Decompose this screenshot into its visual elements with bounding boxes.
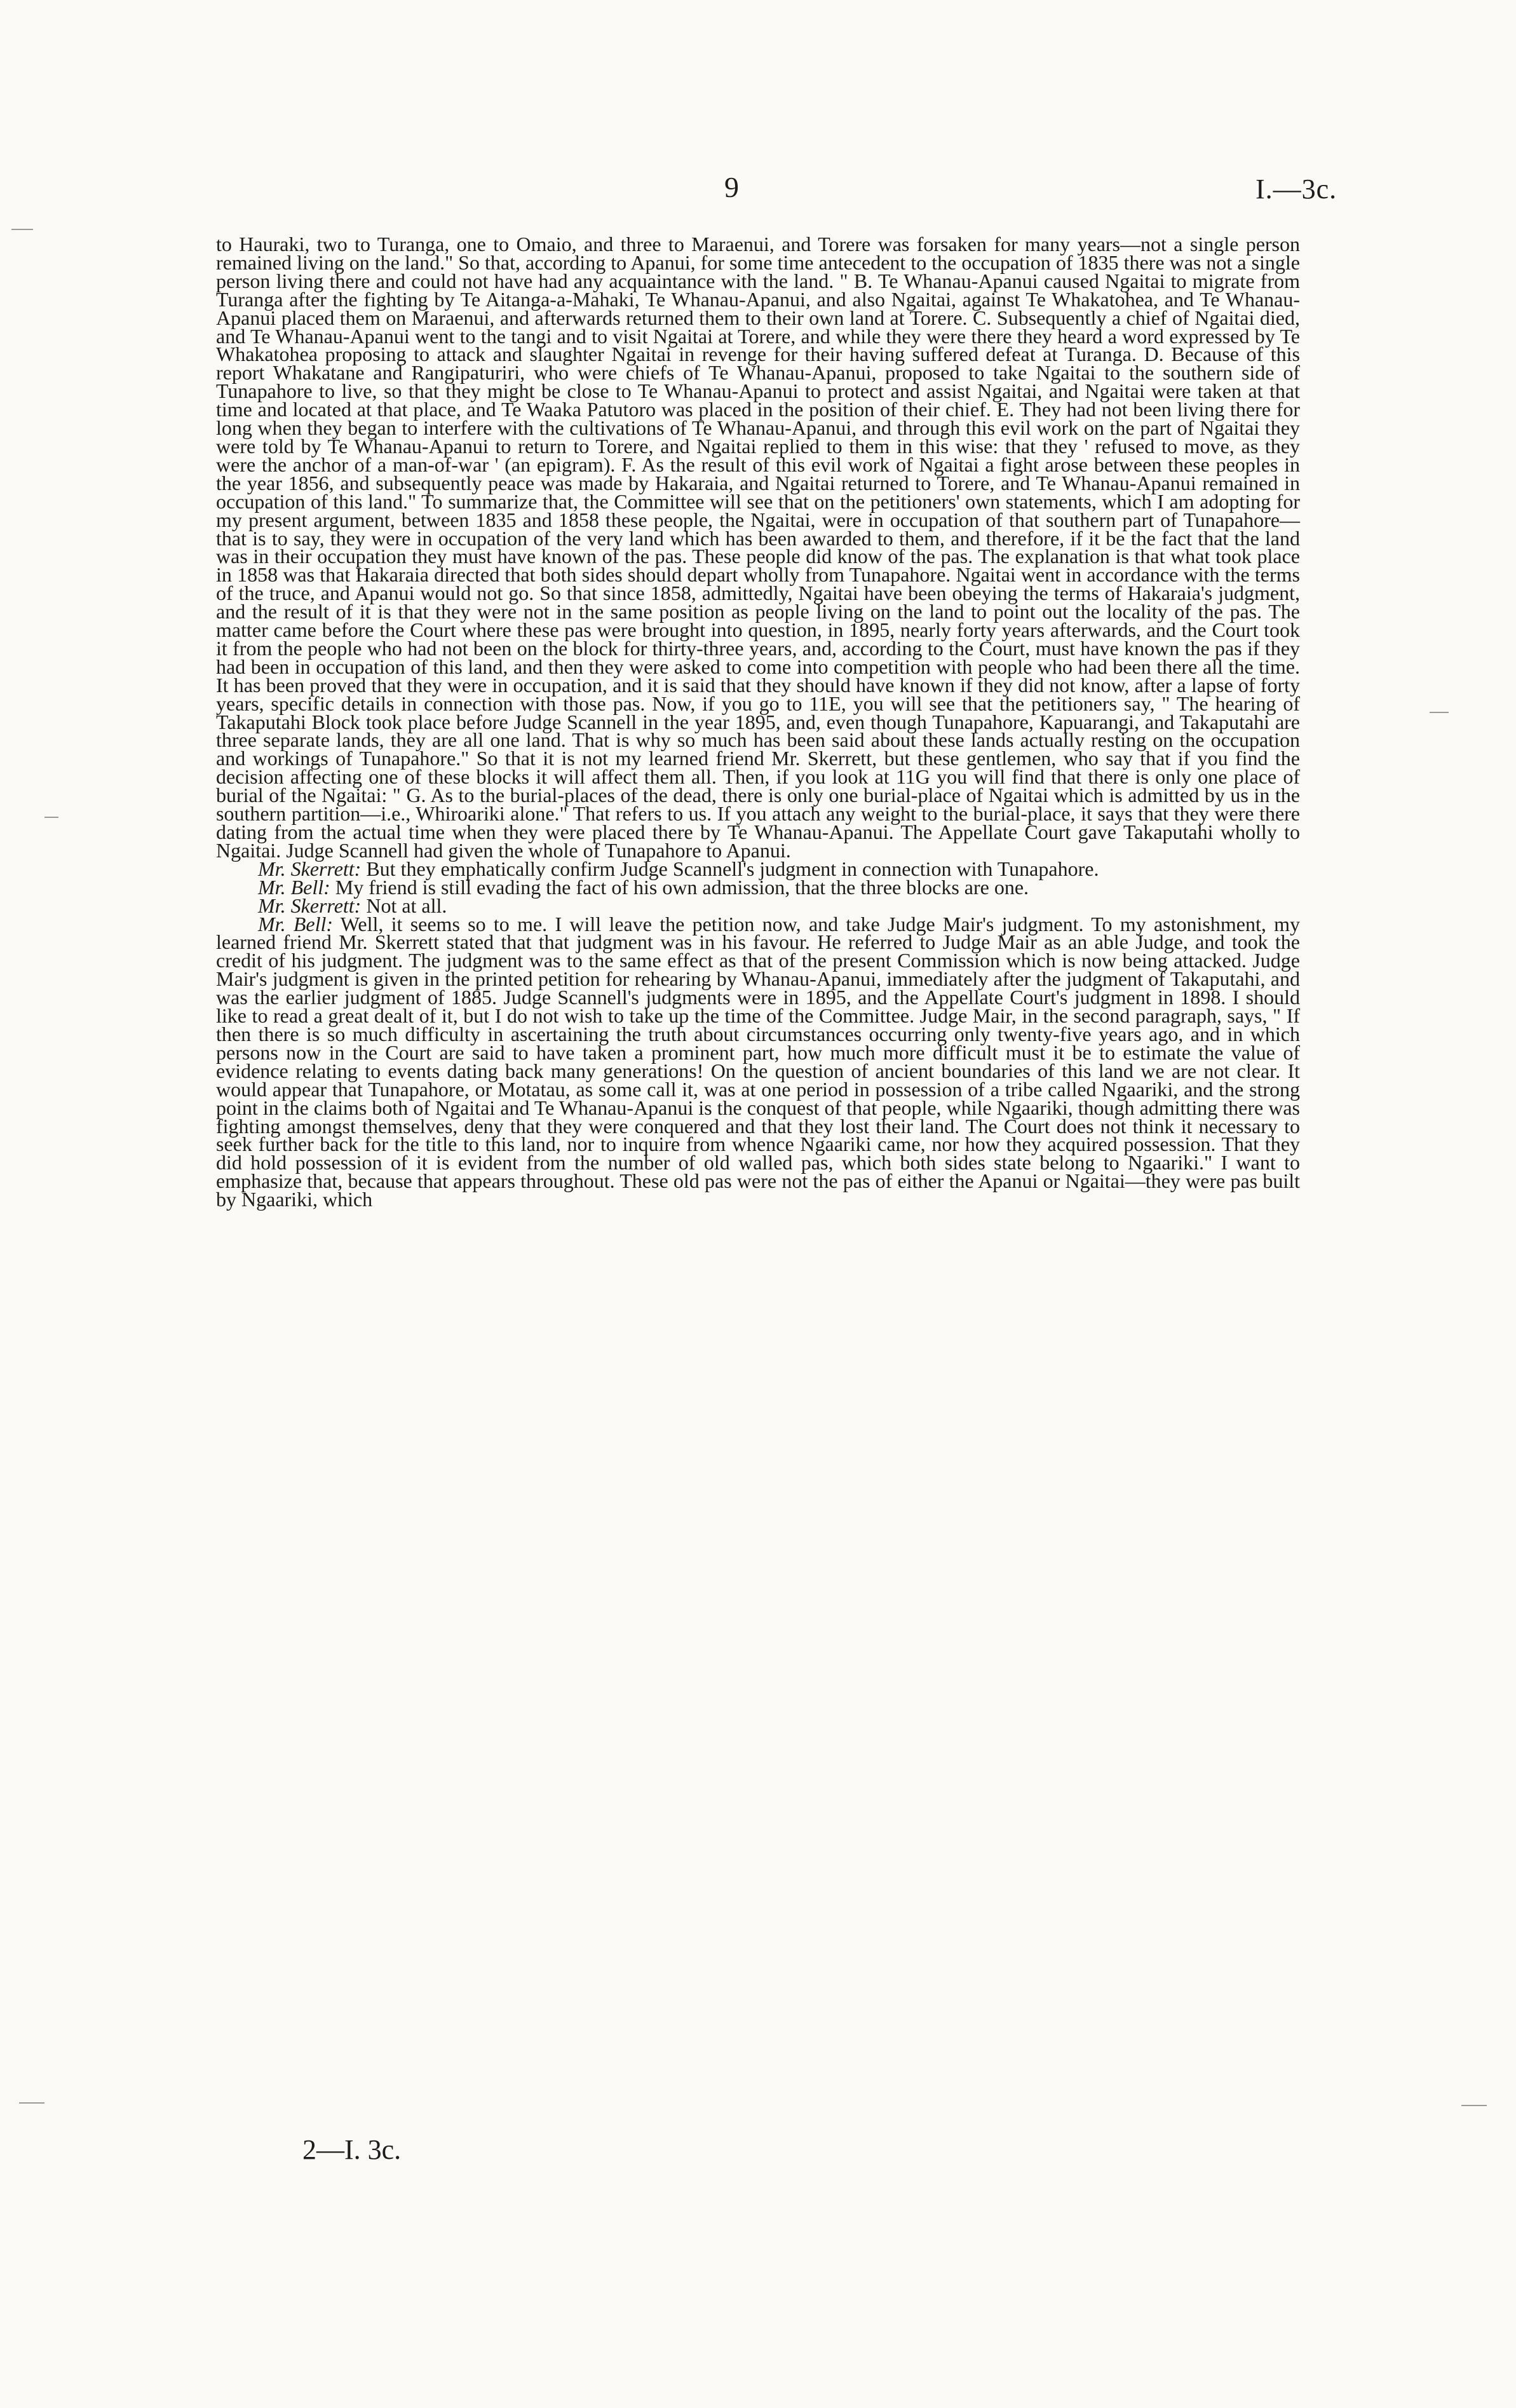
document-reference: I.—3c. [1255,173,1337,205]
body-text [216,235,1300,1209]
paragraph-text: But they emphatically confirm Judge Scannell's judgment in connection with Tunapahore. [366,857,1099,880]
paragraph-text: to Hauraki, two to Turanga, one to Omaio, and three to Maraenui, and Torere was forsaken for many years—not a single person remained living on the land." So that, according to Apanui, for some time antecedent to the occupation of 1835 there was not a single person living there and could not have had any acquaintance with the land. " B. Te Whanau-Apanui caused Ngaitai to migrate from Turanga after the fighting by Te Aitanga-a-Mahaki, Te Whanau-Apanui, and also Ngaitai, against Te Whakatohea, and Te Whanau-Apanui placed them on Maraenui, and afterwards returned them to their own land at Torere. C. Subsequently a chief of Ngaitai died, and Te Whanau-Apanui went to the tangi and to visit Ngaitai at Torere, and while they were there they heard a word expressed by Te Whakatohea proposing to attack and slaughter Ngaitai in revenge for their having suffered defeat at Turanga. D. Because of this report Whakatane and Rangipaturiri, who were chiefs of Te Whanau-Apanui, proposed to take Ngaitai to the southern side of Tunapahore to live, so that they might be close to Te Whanau-Apanui to protect and assist Ngaitai, and Ngaitai were taken at that time and located at that place, and Te Waaka Patutoro was placed in the position of their chief. E. They had not been living there for long when they began to interfere with the cultivations of Te Whanau-Apanui, and through this evil work on the part of Ngaitai they were told by Te Whanau-Apanui to return to Torere, and Ngaitai replied to them in this wise: that they ' refused to move, as they were the anchor of a man-of-war ' (an epigram). F. As the result of this evil work of Ngaitai a fight arose between these peoples in the year 1856, and subsequently peace was made by Hakaraia, and Ngaitai returned to Torere, and Te Whanau-Apanui remained in occupation of this land." To summarize that, the Committee will see that on the petitioners' own statements, which I am adopting for my present argument, between 1835 and 1858 these people, the Ngaitai, were in occupation of that southern part of Tunapahore—that is to say, they were in occupation of the very land which has been awarded to them, and therefore, if it be the fact that the land was in their occupation they must have known of the pas. These people did know of the pas. The explanation is that what took place in 1858 was that Hakaraia directed that both sides should depart wholly from Tunapahore. Ngaitai went in accordance with the terms of the truce, and Apanui would not go. So that since 1858, admittedly, Ngaitai have been obeying the terms of Hakaraia's judgment, and the result of it is that they were not in the same position as people living on the land to point out the locality of the pas. The matter came before the Court where these pas were brought into question, in 1895, nearly forty years afterwards, and the Court took it from the people who had not been on the block for thirty-three years, and, according to the Court, must have known the pas if they had been in occupation of this land, and then they were asked to come into competition with people who had been there all the time. It has been proved that they were in occupation, and it is said that they should have known if they did not know, after a lapse of forty years, specific details in connection with those pas. Now, if you go to 11E, you will see that the petitioners say, " The hearing of Takaputahi Block took place before Judge Scannell in the year 1895, and, even though Tunapahore, Kapuarangi, and Takaputahi are three separate lands, they are all one land. That is why so much has been said about these lands actually resting on the occupation and workings of Tunapahore." So that it is not my learned friend Mr. Skerrett, but these gentlemen, who say that if you find the decision affecting one of these blocks it will affect them all. Then, if you look at 11G you will find that there is only one place of burial of the Ngaitai: " G. As to the burial-places of the dead, there is only one burial-place of Ngaitai which is admitted by us in the southern partition—i.e., Whiroariki alone." That refers to us. If you attach any weight to the burial-place, it says that they were there dating from the actual time when they were placed there by Te Whanau-Apanui. The Appellate Court gave Takaputahi wholly to Ngaitai. Judge Scannell had given the whole of Tunapahore to Apanui. [216,233,1300,862]
speaker-name: Mr. Bell: [258,912,334,935]
margin-mark [1461,2105,1487,2106]
speaker-name: Mr. Skerrett: [258,857,362,880]
paragraph [216,235,1300,860]
margin-mark [19,2102,44,2104]
speaker-name: Mr. Bell: [258,875,330,899]
margin-mark [1430,712,1449,713]
margin-mark [11,229,33,230]
paragraph-text: My friend is still evading the fact of his own admission, that the three blocks are one. [335,875,1029,899]
paragraph [216,912,1301,1211]
footer-signature: 2—I. 3c. [302,2134,402,2165]
paragraph-text: Well, it seems so to me. I will leave the petition now, and take Judge Mair's judgment. To my astonishment, my learned friend Mr. Skerrett stated that that judgment was in his favour. He referred to Judge Mair as an able Judge, and took the credit of his judgment. The judgment was to the same effect as that of the present Commission which is now being attacked. Judge Mair's judgment is given in the printed petition for rehearing by Whanau-Apanui, immediately after the judgment of Takaputahi, and was the earlier judgment of 1885. Judge Scannell's judgments were in 1895, and the Appellate Court's judgment in 1898. I should like to read a great dealt of it, but I do not wish to take up the time of the Committee. Judge Mair, in the second paragraph, says, " If then there is so much difficulty in ascertaining the truth about circumstances occurring only twenty-five years ago, and in which persons now in the Court are said to have taken a prominent part, how much more difficult must it be to estimate the value of evidence relating to events dating back many generations! On the question of ancient boundaries of this land we are not clear. It would appear that Tunapahore, or Motatau, as some call it, was at one period in possession of a tribe called Ngaariki, and the strong point in the claims both of Ngaitai and Te Whanau-Apanui is the conquest of that people, while Ngaariki, though admitting there was fighting amongst themselves, deny that they were conquered and that they lost their land. The Court does not think it necessary to seek further back for the title to this land, nor to inquire from whence Ngaariki came, nor how they acquired possession. That they did hold possession of it is evident from the number of old walled pas, which both sides state belong to Ngaariki." I want to emphasize that, because that appears throughout. These old pas were not the pas of either the Apanui or Ngaitai—they were pas built by Ngaariki, which [216,912,1301,1211]
page-number: 9 [724,171,739,203]
paragraph-text: Not at all. [366,894,447,917]
margin-mark [44,817,58,818]
speaker-name: Mr. Skerrett: [258,894,362,917]
